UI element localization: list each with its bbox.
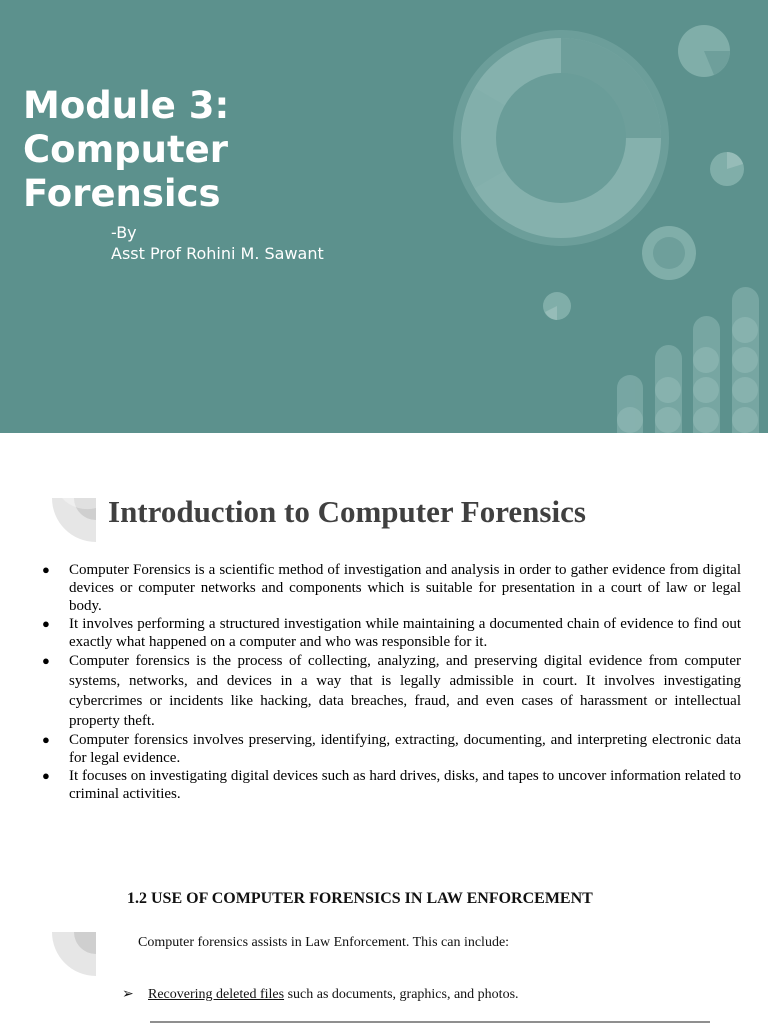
slide-title: Module 3: Computer Forensics xyxy=(23,84,230,215)
list-item xyxy=(40,615,741,651)
arrow-list-item xyxy=(122,986,519,1004)
bullet-dot: ● xyxy=(42,653,50,668)
bullet-dot: ● xyxy=(42,562,50,577)
bullet-dot: ● xyxy=(42,732,50,747)
underlined-term: Recovering deleted files xyxy=(148,987,285,1002)
list-item xyxy=(40,651,741,731)
title-slide xyxy=(0,0,768,433)
law-enforcement-heading: 1.2 USE OF COMPUTER FORENSICS IN LAW ENFORCEMENT xyxy=(127,890,593,907)
bullet-list xyxy=(40,561,741,803)
list-item xyxy=(40,561,741,615)
list-item xyxy=(40,767,741,803)
list-item-text: It involves performing a structured investigation while maintaining a documented chain of evidence to find out exactly what happened on a computer and who was responsible for it. xyxy=(69,616,741,650)
arrow-item-text: such as documents, graphics, and photos. xyxy=(284,987,519,1002)
donut-small-hole xyxy=(653,237,685,269)
list-item-text: It focuses on investigating digital devices such as hard drives, disks, and tapes to uncover information related to criminal activities. xyxy=(69,768,741,802)
arrow-bullet-icon: ➢ xyxy=(122,987,134,1002)
bullet-dot: ● xyxy=(42,616,50,631)
corner-decoration-1 xyxy=(52,498,96,542)
byline xyxy=(111,222,324,264)
corner-decoration-2 xyxy=(52,932,96,976)
decorative-shapes xyxy=(0,0,768,433)
ring-hole xyxy=(496,73,626,203)
author-name: Asst Prof Rohini M. Sawant xyxy=(111,244,324,263)
bullet-dot: ● xyxy=(42,768,50,783)
cut-off-text-line xyxy=(150,1018,710,1024)
section-heading: Introduction to Computer Forensics xyxy=(108,494,586,529)
list-item-text: Computer Forensics is a scientific method of investigation and analysis in order to gather evidence from digital devices or computer networks and components which is suitable for presentation in a court of law or legal body. xyxy=(69,562,741,614)
list-item xyxy=(40,731,741,767)
byline-prefix: -By xyxy=(111,223,137,242)
list-item-text: Computer forensics is the process of collecting, analyzing, and preserving digital evidence from computer systems, networks, and devices in a way that is legally admissible in court. It involves investigating cybercrimes or incidents like hacking, data breaches, fraud, and even cases of harassment or intellectual property theft. xyxy=(69,653,741,729)
list-item-text: Computer forensics involves preserving, identifying, extracting, documenting, and interpreting electronic data for legal evidence. xyxy=(69,732,741,766)
law-intro-text: Computer forensics assists in Law Enforcement. This can include: xyxy=(138,935,510,950)
